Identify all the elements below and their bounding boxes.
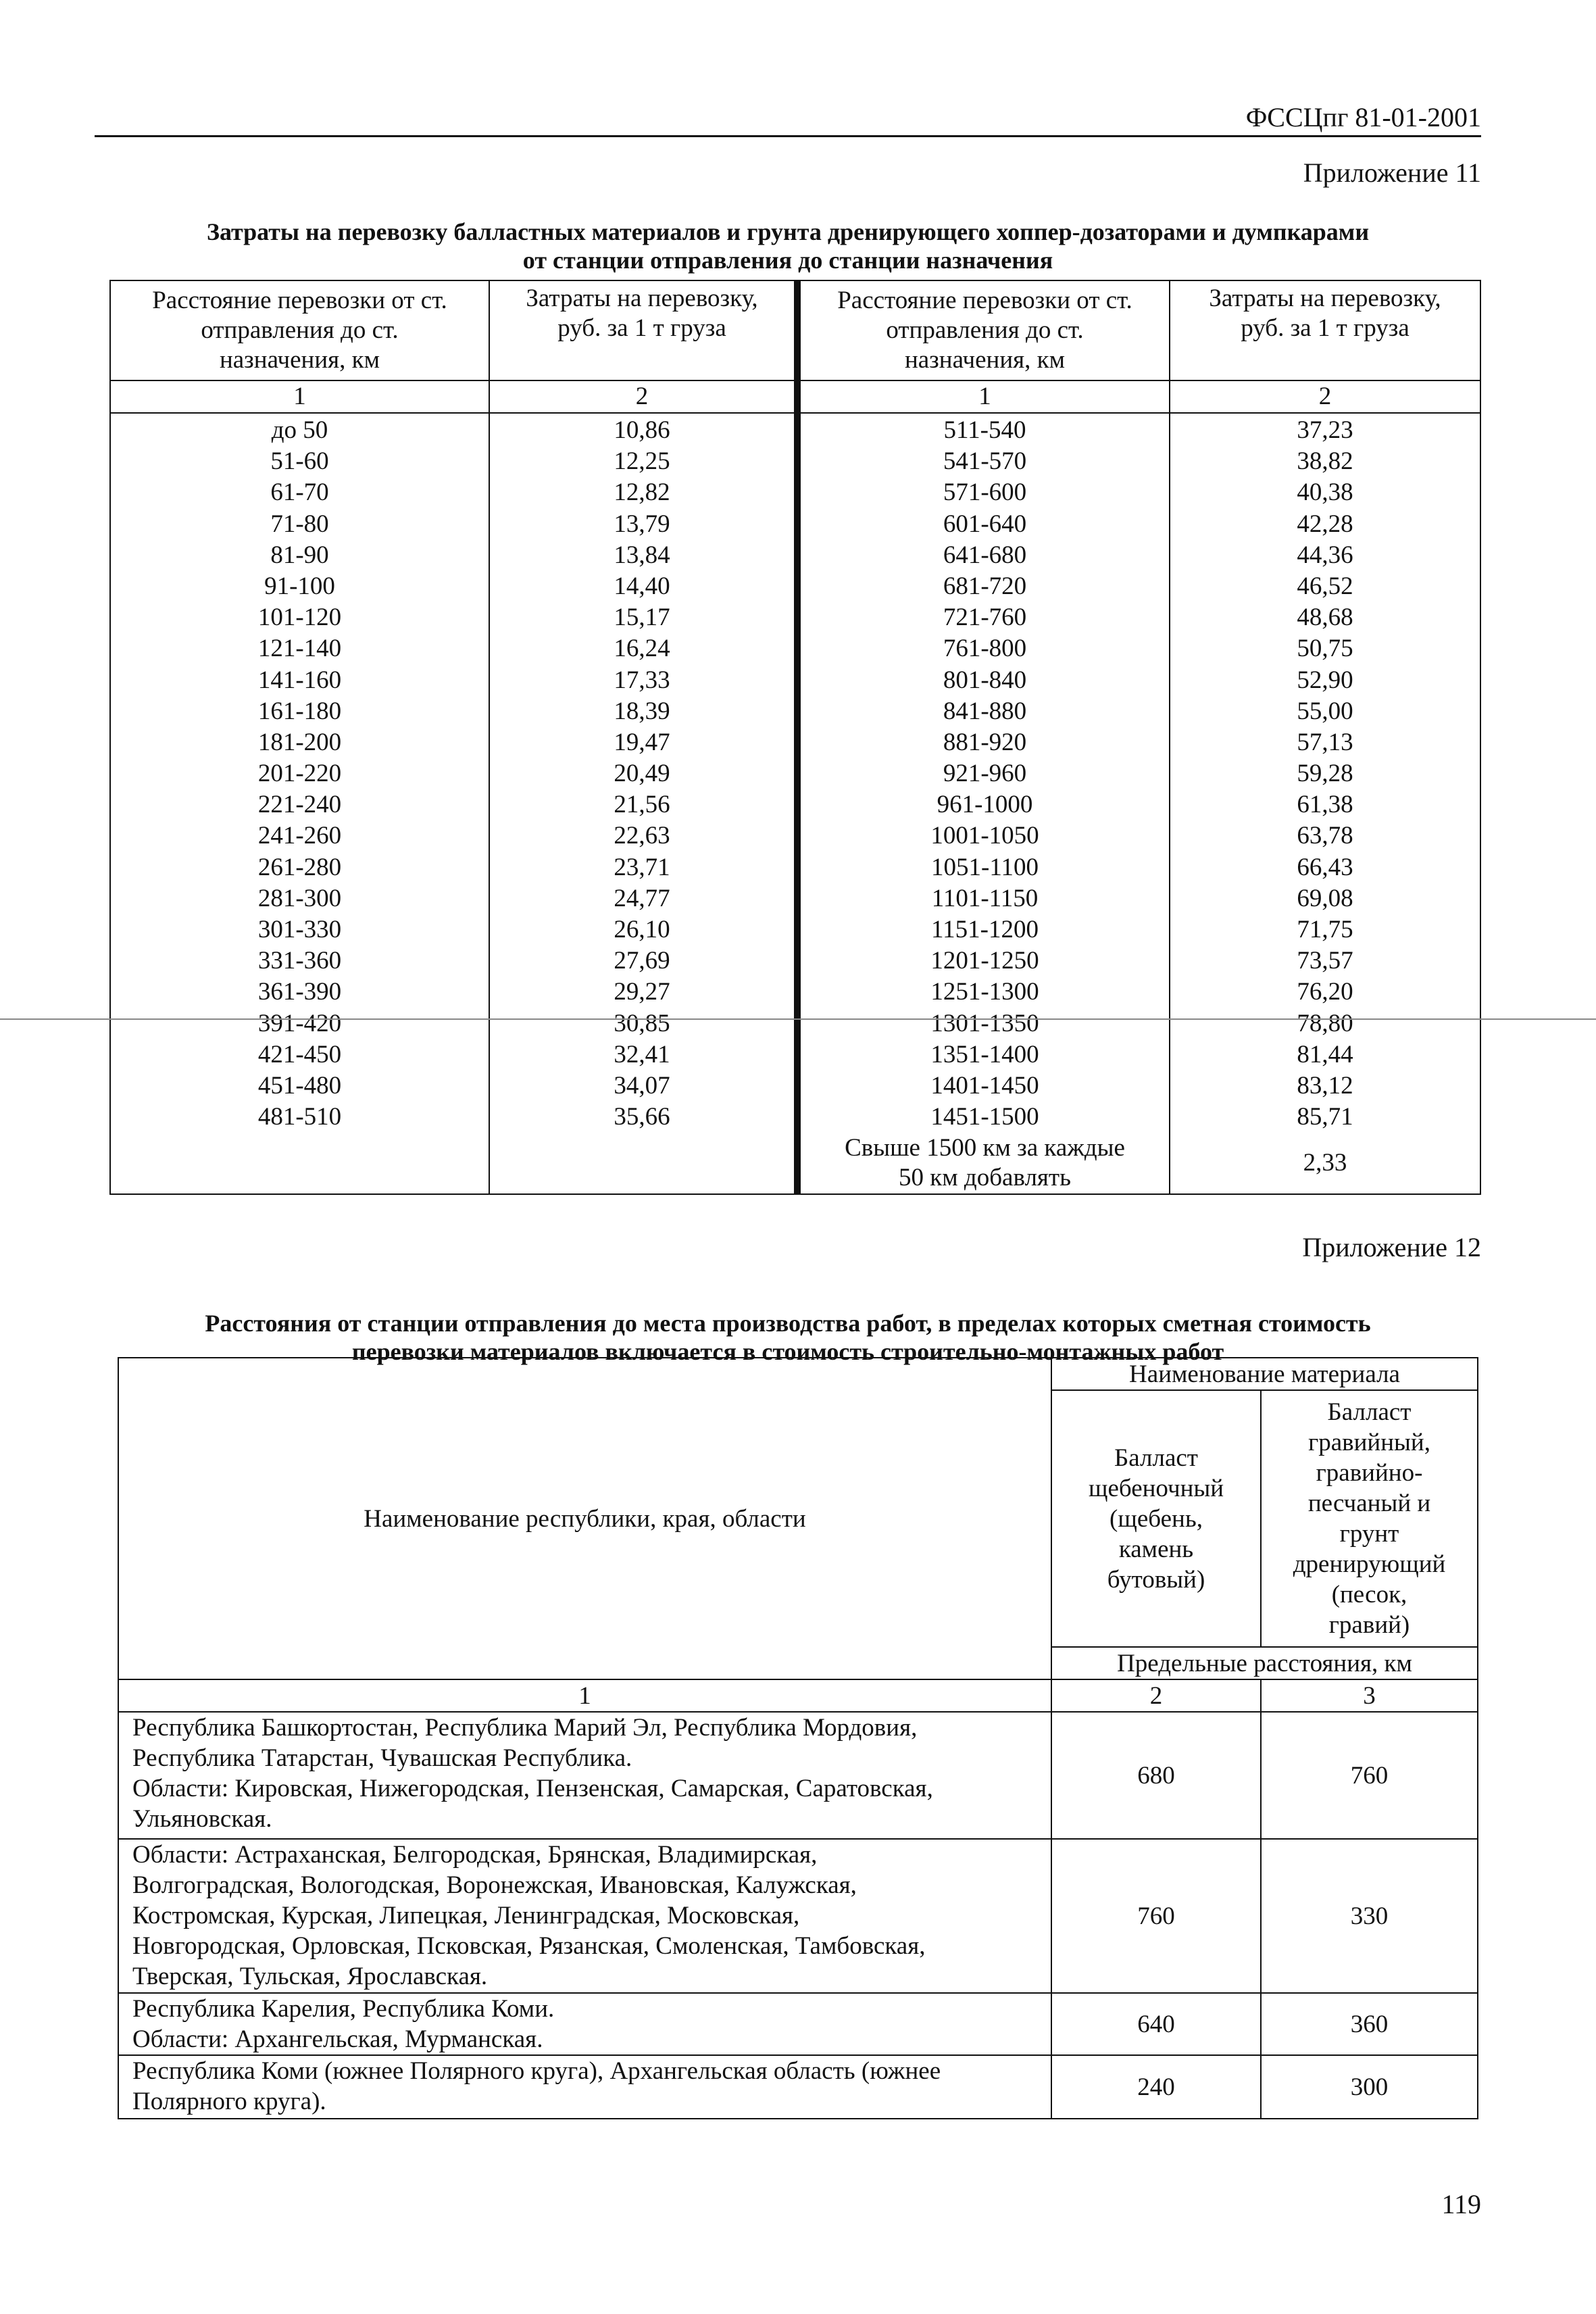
region-line: Республика Башкортостан, Республика Марий Эл, Республика Мордовия, — [132, 1714, 918, 1742]
table-row — [118, 1712, 1478, 1839]
crushed-stone-distance: 680 — [1051, 1712, 1261, 1839]
region-line: Полярного круга). — [132, 2088, 326, 2115]
scan-artifact-line — [0, 1018, 1596, 1020]
header-cost-left — [489, 280, 797, 380]
region-line: Области: Астраханская, Белгородская, Брянская, Владимирская, — [132, 1841, 818, 1869]
table-cell: 301-330 — [257, 916, 342, 943]
table-cell: 361-390 — [257, 978, 342, 1006]
gravel-distance: 360 — [1261, 1993, 1478, 2055]
header-rule — [95, 135, 1481, 137]
table-cell: 881-920 — [943, 728, 1027, 756]
table-cell: 61-70 — [270, 478, 329, 507]
region-line: Республика Карелия, Республика Коми. — [132, 1995, 555, 2023]
header-line: песчаный и — [1307, 1490, 1431, 1517]
right-cost-column — [1170, 413, 1480, 1133]
table-cell: 721-760 — [943, 604, 1027, 632]
table-cell: 76,20 — [1297, 978, 1353, 1006]
table2-header-row-1 — [118, 1358, 1478, 1390]
region-cell — [118, 1993, 1051, 2055]
header-line: Балласт — [1327, 1398, 1412, 1426]
header-line: камень — [1118, 1535, 1194, 1563]
table-cell: 1201-1250 — [930, 947, 1039, 975]
document-code: ФССЦпг 81-01-2001 — [1245, 102, 1481, 132]
table-cell: 801-840 — [943, 666, 1027, 694]
table-cell: 83,12 — [1297, 1071, 1353, 1100]
table-cell: 921-960 — [943, 760, 1027, 788]
table-cell: 10,86 — [614, 416, 670, 444]
table-cell: 101-120 — [257, 604, 342, 632]
gravel-distance: 330 — [1261, 1839, 1478, 1993]
table-cell: 181-200 — [257, 728, 342, 756]
table-cell: 681-720 — [943, 572, 1027, 600]
header-text: назначения, км — [904, 346, 1066, 374]
table-cell: 19,47 — [614, 728, 670, 756]
table-cell: 21,56 — [614, 791, 670, 819]
table-cell: 29,27 — [614, 978, 670, 1006]
table-cell: 59,28 — [1297, 760, 1353, 788]
table-cell: 161-180 — [257, 697, 342, 725]
header-text: Затраты на перевозку, — [1209, 285, 1441, 312]
table-cell: 20,49 — [614, 760, 670, 788]
limit-distance-header: Предельные расстояния, км — [1051, 1647, 1478, 1679]
table-cell: 69,08 — [1297, 884, 1353, 912]
table-cell: 1301-1350 — [930, 1009, 1039, 1037]
table2-body — [118, 1712, 1478, 2119]
table-cell: 23,71 — [614, 853, 670, 881]
gravel-distance: 300 — [1261, 2055, 1478, 2119]
header-line: (щебень, — [1109, 1504, 1203, 1533]
table-cell: 35,66 — [614, 1103, 670, 1131]
region-line: Костромская, Курская, Липецкая, Ленинградская, Московская, — [132, 1902, 800, 1929]
table-cell: 63,78 — [1297, 822, 1353, 850]
table-cell: 1401-1450 — [930, 1071, 1039, 1100]
table-cell: 38,82 — [1297, 447, 1353, 476]
table2-column-numbers — [118, 1679, 1478, 1712]
table-cell: 13,79 — [614, 510, 670, 538]
header-line: гравийно- — [1316, 1459, 1423, 1487]
table-cell: 261-280 — [257, 853, 342, 881]
page-number: 119 — [1441, 2189, 1481, 2219]
colnum: 3 — [1261, 1679, 1478, 1712]
crushed-stone-distance: 640 — [1051, 1993, 1261, 2055]
table-cell: 71,75 — [1297, 916, 1353, 943]
crushed-stone-distance: 760 — [1051, 1839, 1261, 1993]
extra-label-line: Свыше 1500 км за каждые — [845, 1134, 1125, 1162]
table-cell: 1051-1100 — [931, 853, 1039, 881]
table-cell: 1251-1300 — [930, 978, 1039, 1006]
table-cell: 30,85 — [614, 1009, 670, 1037]
table-cell: 81-90 — [270, 541, 329, 569]
header-distance-left — [110, 280, 489, 380]
table-cell: 421-450 — [257, 1040, 342, 1068]
table-cell: 1001-1050 — [930, 822, 1039, 850]
gravel-distance: 760 — [1261, 1712, 1478, 1839]
right-distance-column — [797, 413, 1170, 1133]
table-row — [118, 1839, 1478, 1993]
table-cell: 44,36 — [1297, 541, 1353, 569]
table-cell: 12,82 — [614, 478, 670, 507]
gravel-ballast-header — [1261, 1390, 1478, 1647]
table-cell: 66,43 — [1297, 853, 1353, 881]
table-cell: 46,52 — [1297, 572, 1353, 600]
table-cell: 71-80 — [270, 510, 329, 538]
extra-label-line: 50 км добавлять — [899, 1164, 1071, 1192]
table-cell: 281-300 — [257, 884, 342, 912]
table-cell: 22,63 — [614, 822, 670, 850]
table1-title-line2: от станции отправления до станции назначения — [522, 247, 1053, 274]
region-line: Области: Кировская, Нижегородская, Пензенская, Самарская, Саратовская, — [132, 1775, 933, 1802]
extra-cost-value: 2,33 — [1170, 1133, 1480, 1194]
region-cell — [118, 1712, 1051, 1839]
table-cell: 12,25 — [614, 447, 670, 476]
table-cell: 51-60 — [270, 447, 329, 476]
header-text: Расстояние перевозки от ст. — [837, 287, 1132, 314]
header-text: руб. за 1 т груза — [557, 314, 726, 342]
distance-limits-table — [118, 1357, 1478, 2119]
table1-extra-row — [110, 1133, 1480, 1194]
table-row — [118, 2055, 1478, 2119]
table-cell: 27,69 — [614, 947, 670, 975]
table-cell: 16,24 — [614, 635, 670, 663]
header-line: грунт — [1339, 1520, 1399, 1548]
table-cell: 42,28 — [1297, 510, 1353, 538]
table-cell: 481-510 — [257, 1103, 342, 1131]
table-cell: 18,39 — [614, 697, 670, 725]
table-cell: 1351-1400 — [930, 1040, 1039, 1068]
table-cell: 141-160 — [257, 666, 342, 694]
table-cell: 85,71 — [1297, 1103, 1353, 1131]
table-cell: 61,38 — [1297, 791, 1353, 819]
table-cell: 601-640 — [943, 510, 1027, 538]
colnum: 1 — [110, 380, 489, 413]
table-cell: 78,80 — [1297, 1009, 1353, 1037]
table-cell: 391-420 — [257, 1009, 342, 1037]
empty-cell — [489, 1133, 797, 1194]
table1-title-line1: Затраты на перевозку балластных материалов и грунта дренирующего хоппер-дозаторами и думпкарами — [206, 218, 1370, 245]
table-row — [118, 1993, 1478, 2055]
table-cell: 451-480 — [257, 1071, 342, 1100]
table-cell: 34,07 — [614, 1071, 670, 1100]
table-cell: 641-680 — [943, 541, 1027, 569]
table-cell: 201-220 — [257, 760, 342, 788]
table1-body — [110, 413, 1480, 1133]
table-cell: 1451-1500 — [930, 1103, 1039, 1131]
region-line: Ульяновская. — [132, 1805, 272, 1833]
table-cell: 57,13 — [1297, 728, 1353, 756]
header-line: Балласт — [1114, 1444, 1198, 1472]
table-cell: 1101-1150 — [931, 884, 1039, 912]
header-text: отправления до ст. — [201, 316, 399, 344]
region-cell — [118, 2055, 1051, 2119]
table-cell: 40,38 — [1297, 478, 1353, 507]
appendix-11-label: Приложение 11 — [1303, 157, 1481, 188]
colnum: 2 — [489, 380, 797, 413]
header-line: щебеночный — [1088, 1474, 1224, 1502]
table-cell: 961-1000 — [937, 791, 1033, 819]
header-line: бутовый) — [1107, 1565, 1205, 1594]
header-line: (песок, — [1331, 1581, 1407, 1608]
region-line: Республика Татарстан, Чувашская Республика. — [132, 1744, 632, 1772]
region-line: Республика Коми (южнее Полярного круга), Архангельская область (южнее — [132, 2057, 941, 2085]
table-cell: 121-140 — [257, 635, 342, 663]
table1-title — [95, 218, 1481, 274]
table-cell: 221-240 — [257, 791, 342, 819]
table1-column-numbers — [110, 380, 1480, 413]
table-cell: 24,77 — [614, 884, 670, 912]
header-text: назначения, км — [219, 346, 380, 374]
table-cell: 761-800 — [943, 635, 1027, 663]
table-cell: 13,84 — [614, 541, 670, 569]
region-line: Волгоградская, Вологодская, Воронежская, Ивановская, Калужская, — [132, 1871, 857, 1899]
colnum: 1 — [118, 1679, 1051, 1712]
colnum: 2 — [1170, 380, 1480, 413]
crushed-stone-ballast-header — [1051, 1390, 1261, 1647]
table-cell: до 50 — [271, 416, 328, 444]
left-distance-column — [110, 413, 489, 1133]
header-text: руб. за 1 т груза — [1241, 314, 1410, 342]
colnum: 1 — [797, 380, 1170, 413]
transport-cost-table — [109, 280, 1481, 1195]
table2-title-line2: перевозки материалов включается в стоимость строительно-монтажных работ — [351, 1338, 1224, 1365]
table-cell: 571-600 — [943, 478, 1027, 507]
table-cell: 17,33 — [614, 666, 670, 694]
table-cell: 55,00 — [1297, 697, 1353, 725]
header-line: гравий) — [1328, 1611, 1410, 1639]
region-line: Новгородская, Орловская, Псковская, Рязанская, Смоленская, Тамбовская, — [132, 1932, 926, 1960]
region-header: Наименование республики, края, области — [118, 1358, 1051, 1679]
table-cell: 73,57 — [1297, 947, 1353, 975]
table-cell: 14,40 — [614, 572, 670, 600]
table-cell: 32,41 — [614, 1040, 670, 1068]
header-text: Расстояние перевозки от ст. — [152, 287, 447, 314]
empty-cell — [110, 1133, 489, 1194]
region-line: Тверская, Тульская, Ярославская. — [132, 1963, 488, 1990]
table-cell: 1151-1200 — [931, 916, 1039, 943]
extra-distance-label — [797, 1133, 1170, 1194]
appendix-12-label: Приложение 12 — [1302, 1232, 1481, 1262]
table1-header-row — [110, 280, 1480, 380]
header-line: гравийный, — [1308, 1429, 1430, 1456]
table-cell: 15,17 — [614, 604, 670, 632]
header-text: Затраты на перевозку, — [526, 285, 758, 312]
header-line: дренирующий — [1293, 1550, 1446, 1578]
header-distance-right — [797, 280, 1170, 380]
table-cell: 50,75 — [1297, 635, 1353, 663]
material-header: Наименование материала — [1051, 1358, 1478, 1390]
table-cell: 37,23 — [1297, 416, 1353, 444]
colnum: 2 — [1051, 1679, 1261, 1712]
header-text: отправления до ст. — [886, 316, 1084, 344]
header-cost-right — [1170, 280, 1480, 380]
region-cell — [118, 1839, 1051, 1993]
table-cell: 541-570 — [943, 447, 1027, 476]
table-cell: 331-360 — [257, 947, 342, 975]
table-cell: 26,10 — [614, 916, 670, 943]
table-cell: 841-880 — [943, 697, 1027, 725]
table-cell: 81,44 — [1297, 1040, 1353, 1068]
table-cell: 91-100 — [264, 572, 335, 600]
table-cell: 52,90 — [1297, 666, 1353, 694]
table-cell: 48,68 — [1297, 604, 1353, 632]
table-cell: 241-260 — [257, 822, 342, 850]
table-cell: 511-540 — [943, 416, 1026, 444]
table2-title-line1: Расстояния от станции отправления до места производства работ, в пределах которых сметная стоимость — [205, 1310, 1371, 1337]
region-line: Области: Архангельская, Мурманская. — [132, 2025, 543, 2053]
left-cost-column — [489, 413, 797, 1133]
crushed-stone-distance: 240 — [1051, 2055, 1261, 2119]
